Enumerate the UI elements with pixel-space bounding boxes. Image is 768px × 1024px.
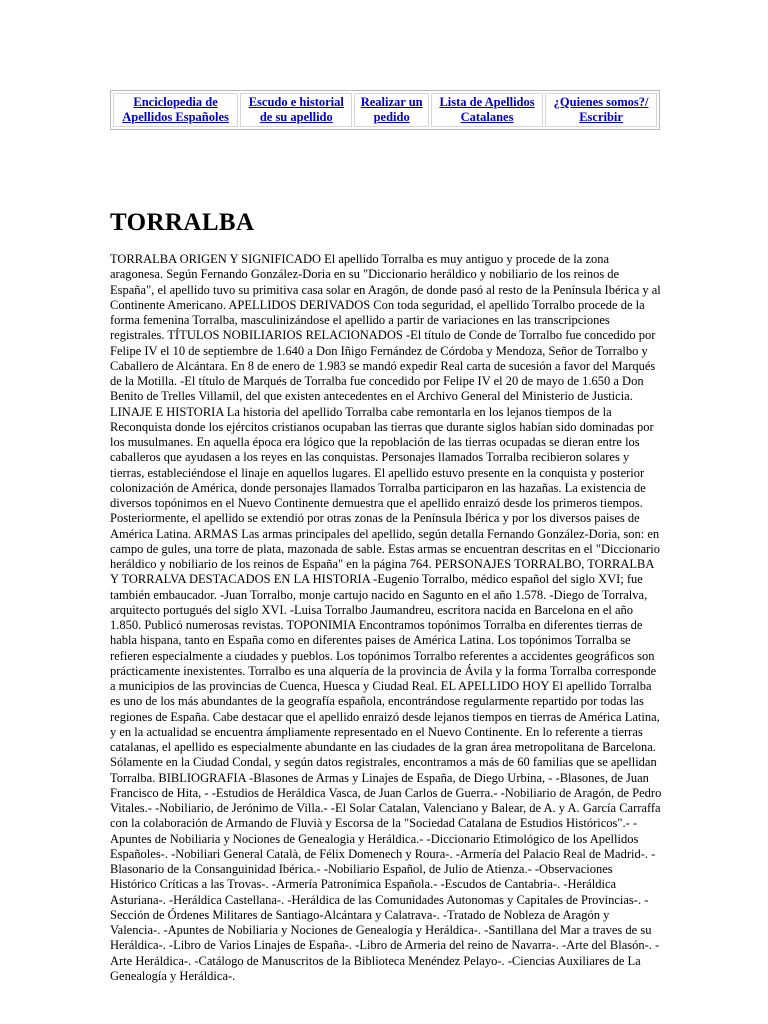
nav-link-quienes-somos[interactable] <box>554 95 649 124</box>
nav-link-pedido[interactable] <box>361 95 423 124</box>
article-body: TORRALBA ORIGEN Y SIGNIFICADO El apellido Torralba es muy antiguo y procede de la zona aragonesa. Según Fernando González-Doria en su "Diccionario heráldico y nobiliario de los reinos de España", el apellido tuvo su primitiva casa solar en Aragón, de donde pasó al resto de la Península Ibérica y al Continente Americano. APELLIDOS DERIVADOS Con toda seguridad, el apellido Torralbo procede de la forma femenina Torralba, masculinizándose el apellido a partir de variaciones en las transcripciones registrales. TÍTULOS NOBILIARIOS RELACIONADOS -El título de Conde de Torralbo fue concedido por Felipe IV el 10 de septiembre de 1.640 a Don Iñigo Fernández de Córdoba y Mendoza, Señor de Torralbo y Caballero de Alcántara. En 8 de enero de 1.983 se mandó expedir Real carta de sucesión a favor del Marqués de la Motilla. -El título de Marqués de Torralba fue concedido por Felipe IV el 20 de mayo de 1.650 a Don Benito de Trelles Villamil, del que existen antecedentes en el Archivo General del Ministerio de Justicia. LINAJE E HISTORIA La historia del apellido Torralba cabe remontarla en los lejanos tiempos de la Reconquista donde los ejércitos cristianos ocupaban las tierras que durante siglos habían sido dominadas por los musulmanes. En aquella época era lógico que la repoblación de las tierras ocupadas se dieran entre los caballeros que ayudasen a los reyes en las conquistas. Personajes llamados Torralba recibieron solares y tierras, estableciéndose el linaje en aquellos lugares. El apellido estuvo presente en la conquista y posterior colonización de América, donde personajes llamados Torralba participaron en las hazañas. La existencia de diversos topónimos en el Nuevo Continente demuestra que el apellido enraizó desde los primeros tiempos. Posteriormente, el apellido se extendió por otras zonas de la Península Ibérica y por los diversos paises de América Latina. ARMAS Las armas principales del apellido, según detalla Fernando González-Doria, son: en campo de gules, una torre de plata, mazonada de sable. Estas armas se encuentran descritas en el "Diccionario heráldico y nobiliario de los reinos de España" en la página 764. PERSONAJES TORRALBO, TORRALBA Y TORRALVA DESTACADOS EN LA HISTORIA -Eugenio Torralbo, médico español del siglo XVI; fue también embaucador. -Juan Torralbo, monje cartujo nacido en Sagunto en el año 1.578. -Diego de Torralva, arquitecto portugués del siglo XVI. -Luisa Torralbo Jaumandreu, escritora nacida en Barcelona en el año 1.850. Publicó numerosas revistas. TOPONIMIA Encontramos topónimos Torralba en diferentes tierras de habla hispana, tanto en España como en diferentes paises de América Latina. Los topónimos Torralba se refieren especialmente a ciudades y pueblos. Los topónimos Torralbo referentes a accidentes geográficos son prácticamente inexistentes. Torralbo es una alquería de la provincia de Ávila y la forma Torralba corresponde a municipios de las provincias de Cuenca, Huesca y Ciudad Real. EL APELLIDO HOY El apellido Torralba es uno de los más abundantes de la geografía española, encontrándose regularmente repartido por todas las regiones de España. Cabe destacar que el apellido enraizó desde lejanos tiempos en tierras de América Latina, y en la actualidad se encuentra ámpliamente representado en el Nuevo Continente. En lo referente a tierras catalanas, el apellido es especialmente abundante en las ciudades de la gran área metropolitana de Barcelona. Sólamente en la Ciudad Condal, y según datos registrales, encontramos a más de 60 familias que se apellidan Torralba. BIBLIOGRAFIA -Blasones de Armas y Linajes de España, de Diego Urbina, - -Blasones, de Juan Francisco de Hita, - -Estudios de Heráldica Vasca, de Juan Carlos de Guerra.- -Nobiliario de Aragón, de Pedro Vitales.- -Nobiliario, de Jerónimo de Villa.- -El Solar Catalan, Valenciano y Balear, de A. y A. García Carraffa con la colaboración de Armando de Fluvià y Escorsa de la "Sociedad Catalana de Estudios Históricos".- -Apuntes de Nobiliaria y Nociones de Genealogia y Heráldica.- -Diccionario Etimológico de los Apellidos Españoles-. -Nobiliari General Català, de Félix Domenech y Roura-. -Armería del Palacio Real de Madrid-. -Blasonario de la Consanguinidad Ibérica.- -Nobiliario Español, de Julio de Atienza.- -Observaciones Histórico Críticas a las Trovas-. -Armería Patronímica Española.- -Escudos de Cantabria-. -Heráldica Asturiana-. -Heráldica Castellana-. -Heráldica de las Comunidades Autonomas y Capitales de Provincias-. -Sección de Órdenes Militares de Santiago-Alcántara y Calatrava-. -Tratado de Nobleza de Aragón y Valencia-. -Apuntes de Nobiliaria y Nociones de Genealogía y Heráldica-. -Santillana del Mar a traves de su Heráldica-. -Libro de Varios Linajes de España-. -Libro de Armeria del reino de Navarra-. -Arte del Blasón-. -Arte Heráldica-. -Catálogo de Manuscritos de la Biblioteca Menéndez Pelayo-. -Ciencias Auxiliares de La Genealogía y Heráldica-. <box>110 252 662 983</box>
nav-link-escudo-line1: Escudo e historial <box>248 95 344 109</box>
nav-cell-enciclopedia <box>113 93 238 127</box>
nav-link-quienes-line1: ¿Quienes somos?/ <box>553 95 649 109</box>
nav-link-enciclopedia-line2: Apellidos Españoles <box>122 110 229 124</box>
page-content <box>110 90 662 984</box>
nav-cell-lista <box>431 93 543 127</box>
nav-link-lista-catalanes[interactable] <box>439 95 534 124</box>
nav-cell-quienes <box>545 93 657 127</box>
nav-link-quienes-line2: Escribir <box>579 110 623 124</box>
nav-row <box>113 93 657 127</box>
nav-link-enciclopedia-line1: Enciclopedia de <box>133 95 218 109</box>
nav-link-enciclopedia[interactable] <box>122 95 229 124</box>
nav-cell-escudo <box>240 93 352 127</box>
page-title: TORRALBA <box>110 209 255 236</box>
nav-link-pedido-line1: Realizar un <box>360 95 423 109</box>
nav-link-pedido-line2: pedido <box>373 110 410 124</box>
nav-cell-pedido <box>354 93 429 127</box>
nav-link-lista-line1: Lista de Apellidos <box>439 95 535 109</box>
nav-link-lista-line2: Catalanes <box>460 110 514 124</box>
top-navigation <box>110 90 660 130</box>
nav-link-escudo-line2: de su apellido <box>259 110 333 124</box>
nav-link-escudo[interactable] <box>249 95 344 124</box>
